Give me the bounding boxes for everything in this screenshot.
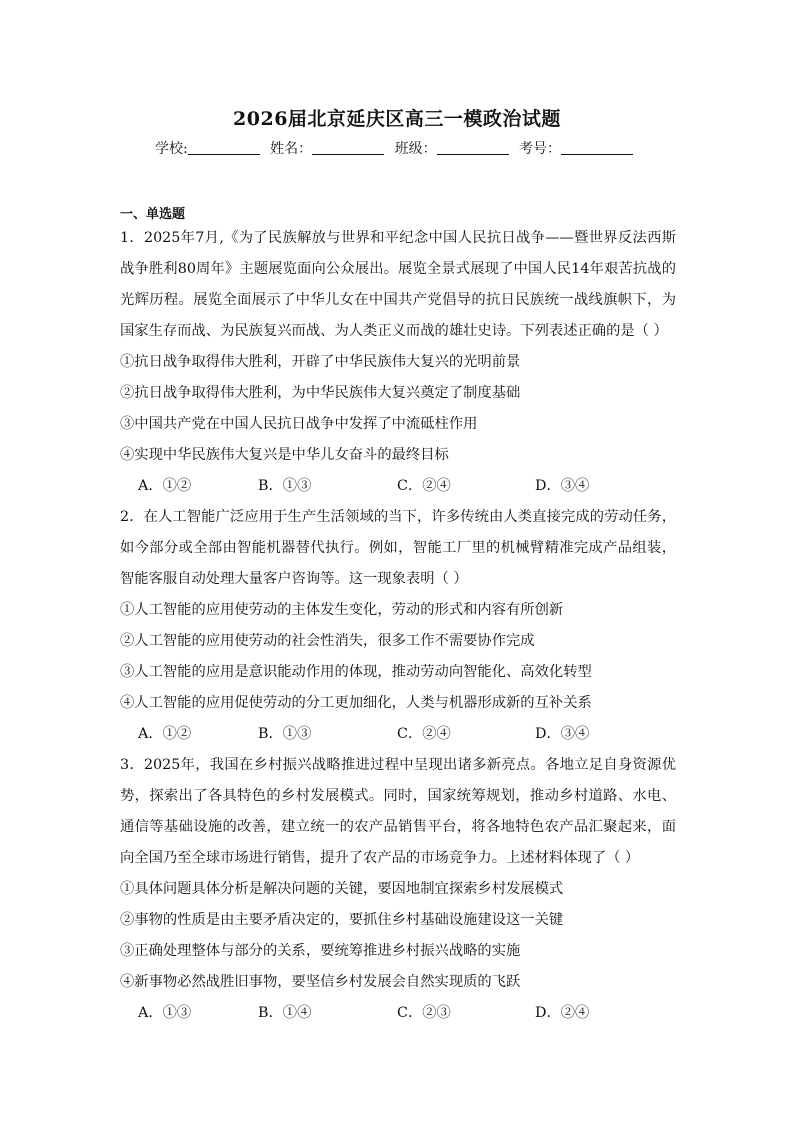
- choice-a[interactable]: A．①②: [138, 478, 192, 494]
- statement-option: ④人工智能的应用促使劳动的分工更加细化，人类与机器形成新的互补关系: [120, 695, 592, 711]
- choice-a[interactable]: A．①②: [138, 726, 192, 742]
- choice-d[interactable]: D．②④: [535, 1005, 590, 1021]
- statement-option: ②人工智能的应用使劳动的社会性消失，很多工作不需要协作完成: [120, 633, 535, 649]
- statement-option: ④新事物必然战胜旧事物，要坚信乡村发展会自然实现质的飞跃: [120, 974, 521, 990]
- statement-option: ①抗日战争取得伟大胜利，开辟了中华民族伟大复兴的光明前景: [120, 354, 521, 370]
- choice-b[interactable]: B．①④: [258, 1005, 312, 1021]
- statement-option: ③正确处理整体与部分的关系，要统筹推进乡村振兴战略的实施: [120, 943, 521, 959]
- answer-choices: [120, 719, 676, 750]
- statement-option: ①人工智能的应用使劳动的主体发生变化，劳动的形式和内容有所创新: [120, 602, 564, 618]
- exam-number-field: [519, 138, 639, 158]
- choice-c[interactable]: C．②③: [397, 1005, 451, 1021]
- exam-number-blank[interactable]: [561, 154, 633, 155]
- class-field: [395, 138, 515, 158]
- choice-a[interactable]: A．①③: [138, 1005, 192, 1021]
- school-blank[interactable]: [188, 154, 260, 155]
- name-field: [270, 138, 390, 158]
- name-blank[interactable]: [312, 154, 384, 155]
- class-label: 班级：: [394, 141, 437, 157]
- choice-c[interactable]: C．②④: [397, 726, 451, 742]
- student-info-line: [0, 138, 794, 158]
- choice-b[interactable]: B．①③: [258, 478, 312, 494]
- question-3: [120, 750, 676, 1029]
- statement-option: ③中国共产党在中国人民抗日战争中发挥了中流砥柱作用: [120, 416, 478, 432]
- answer-choices: [120, 471, 676, 502]
- question-stem: 2．在人工智能广泛应用于生产生活领域的当下，许多传统由人类直接完成的劳动任务，如今部分或全部由智能机器替代执行。例如，智能工厂里的机械臂精准完成产品组装，智能客服自动处理大量客户咨询等。这一现象表明（ ）: [120, 509, 676, 587]
- choice-d[interactable]: D．③④: [535, 726, 590, 742]
- exam-number-label: 考号：: [519, 141, 562, 157]
- questions-list: [120, 223, 676, 1029]
- question-1: [120, 223, 676, 502]
- exam-title: 2026届北京延庆区高三一模政治试题: [233, 108, 561, 130]
- question-stem: 3．2025年，我国在乡村振兴战略推进过程中呈现出诸多新亮点。各地立足自身资源优势，探索出了各具特色的乡村发展模式。同时，国家统筹规划，推动乡村道路、水电、通信等基础设施的改善，建立统一的农产品销售平台，将各地特色农产品汇聚起来，面向全国乃至全球市场进行销售，提升了农产品的市场竞争力。上述材料体现了（ ）: [120, 757, 676, 866]
- choice-b[interactable]: B．①③: [258, 726, 312, 742]
- statement-option: ③人工智能的应用是意识能动作用的体现，推动劳动向智能化、高效化转型: [120, 664, 592, 680]
- name-label: 姓名：: [270, 141, 313, 157]
- question-2: [120, 502, 676, 750]
- answer-choices: [120, 998, 676, 1029]
- statement-option: ②事物的性质是由主要矛盾决定的，要抓住乡村基础设施建设这一关键: [120, 912, 564, 928]
- statement-option: ④实现中华民族伟大复兴是中华儿女奋斗的最终目标: [120, 447, 449, 463]
- class-blank[interactable]: [437, 154, 509, 155]
- question-stem: 1．2025年7月,《为了民族解放与世界和平纪念中国人民抗日战争——暨世界反法西斯战争胜利80周年》主题展览面向公众展出。展览全景式展现了中国人民14年艰苦抗战的光辉历程。展览全面展示了中华儿女在中国共产党倡导的抗日民族统一战线旗帜下，为国家生存而战、为民族复兴而战、为人类正义而战的雄壮史诗。下列表述正确的是（ ）: [120, 230, 676, 339]
- statement-option: ②抗日战争取得伟大胜利，为中华民族伟大复兴奠定了制度基础: [120, 385, 521, 401]
- school-label: 学校:: [154, 141, 188, 157]
- statement-option: ①具体问题具体分析是解决问题的关键，要因地制宜探索乡村发展模式: [120, 881, 564, 897]
- school-field: [155, 138, 266, 158]
- choice-c[interactable]: C．②④: [397, 478, 451, 494]
- choice-d[interactable]: D．③④: [535, 478, 590, 494]
- section-title: 一、单选题: [120, 207, 186, 222]
